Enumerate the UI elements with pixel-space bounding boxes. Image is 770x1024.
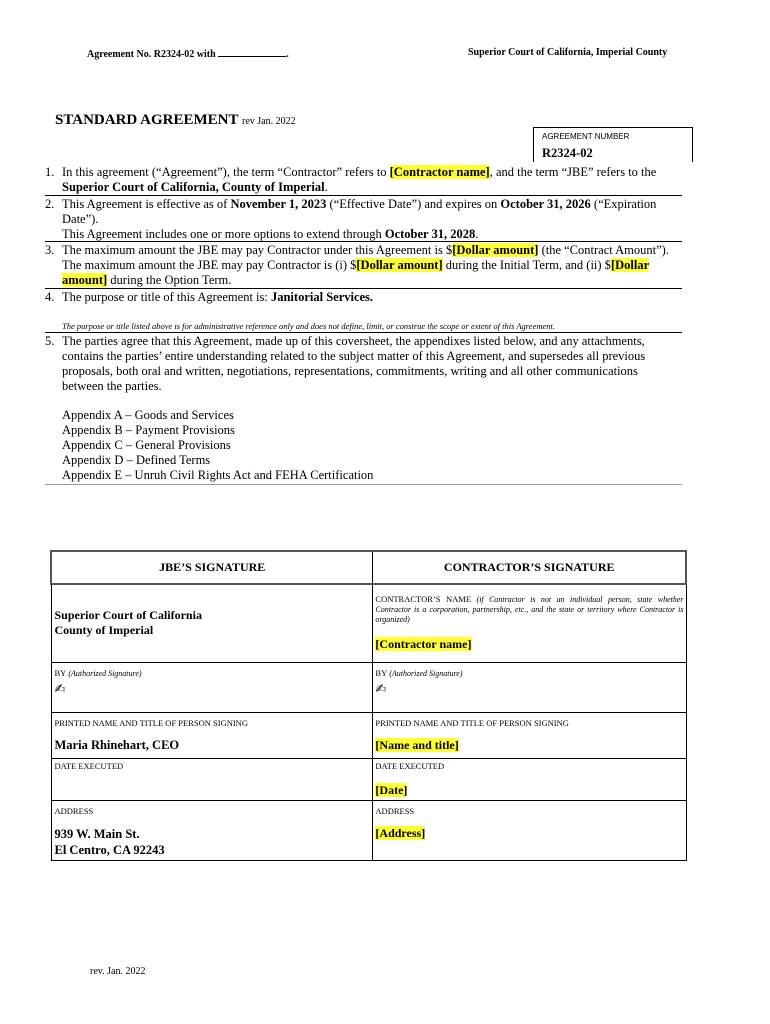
jbe-by-label: BY [54,667,67,678]
agreement-number-label: AGREEMENT NUMBER [542,132,630,141]
header-agreement-suffix: . [286,49,289,60]
divider-5 [45,484,682,485]
purpose-note: The purpose or title listed above is for administrative reference only and does not define, limit, or construe the scope or extent of this Agreement. [62,321,555,331]
option-text: This Agreement includes one or more options to extend through [62,227,385,241]
item-5-text: The parties agree that this Agreement, made up of this coversheet, the appendixes listed below, and any attachments, contains the parties’ entire understanding related to the subject matter of this Agreement, and supersedes all previous proposals, both oral and written, negotiations, representations, commitments, writing and all other communications between the parties. [62,334,646,393]
jbe-address-line-1: 939 W. Main St. [54,826,140,841]
contractor-name-note: (if Contractor is not an individual person, state whether Contractor is a corporation, partnership, etc., and the state or territory where Contractor is organized) [375,595,684,624]
item-4-number: 4. [45,290,55,304]
contractor-by-cell[interactable] [373,662,686,712]
item-1-number: 1. [45,165,55,179]
item-3-number: 3. [45,243,55,257]
jbe-printed-cell [51,712,373,758]
footer-revision: rev. Jan. 2022 [90,966,146,977]
contractor-printed-cell [373,712,686,758]
printed-name-row [51,712,686,758]
title-rev: rev Jan. 2022 [241,116,296,127]
contractor-name-placeholder[interactable]: [Contractor name] [389,165,490,179]
contractor-date-cell [373,758,686,800]
appendix-item: Appendix A – Goods and Services [62,408,234,422]
agreement-number-value: R2324-02 [542,146,593,160]
jbe-address-label: ADDRESS [54,805,94,816]
signature-header-row [51,551,686,584]
contractor-name-field[interactable]: [Contractor name] [375,637,472,651]
title-main: STANDARD AGREEMENT [55,112,239,128]
contract-amount-placeholder[interactable]: [Dollar amount] [452,243,539,257]
header-court: Superior Court of California, Imperial County [468,47,668,58]
jbe-name-cell [51,584,373,662]
pen-signature-icon: ✍ [375,681,387,697]
date-row [51,758,686,800]
contractor-by-note: (Authorized Signature) [389,668,463,678]
divider-2 [45,241,682,242]
option-date: October 31, 2028 [384,227,476,241]
contractor-name-label: CONTRACTOR’S NAME [375,594,472,604]
pen-signature-icon: ✍ [54,681,66,697]
document-title [55,112,296,129]
contractor-date-field[interactable]: [Date] [375,782,408,797]
item-3-text-c: during the Initial Term, and (ii) $ [442,258,611,272]
item-3 [45,243,685,288]
item-2-text-b: (“Effective Date”) and expires on [326,197,501,211]
contractor-printed-label: PRINTED NAME AND TITLE OF PERSON SIGNING [375,717,569,728]
jbe-by-note: (Authorized Signature) [68,668,142,678]
by-row [51,662,686,712]
item-1-court: Superior Court of California, County of Imperial [62,180,325,194]
appendix-item: Appendix C – General Provisions [62,438,231,452]
divider-3 [45,288,682,289]
item-2 [45,197,685,242]
item-1-text-b: , and the term “JBE” refers to the [489,165,657,179]
jbe-date-label: DATE EXECUTED [54,760,124,771]
jbe-address-line-2: El Centro, CA 92243 [54,842,165,857]
jbe-signature-header: JBE’S SIGNATURE [51,551,373,584]
jbe-printed-name: Maria Rhinehart, CEO [54,737,180,752]
item-3-text-a: The maximum amount the JBE may pay Contractor under this Agreement is $ [62,243,453,257]
header-agreement-prefix: Agreement No. R2324-02 with [87,49,216,60]
contractor-address-cell [373,800,686,860]
jbe-name-line-1: Superior Court of California [54,608,202,623]
item-1 [45,165,685,195]
jbe-name-line-2: County of Imperial [54,623,154,638]
appendix-item: Appendix B – Payment Provisions [62,423,235,437]
contractor-date-label: DATE EXECUTED [375,760,445,771]
effective-date: November 1, 2023 [230,197,327,211]
item-5-number: 5. [45,334,55,348]
header-agreement-number [87,47,289,60]
item-2-number: 2. [45,197,55,211]
option-term-amount-placeholder[interactable]: [Dollar amount] [62,258,650,287]
item-4-text: The purpose or title of this Agreement is: [62,290,271,304]
contractor-signature-header: CONTRACTOR’S SIGNATURE [373,551,686,584]
item-5 [45,334,660,394]
signature-table [50,550,687,861]
item-2-text-c: (“Expiration Date”). [62,197,657,226]
jbe-address-cell [51,800,373,860]
agreement-purpose: Janitorial Services. [270,290,374,304]
name-row [51,584,686,662]
item-2-text-a: This Agreement is effective as of [62,197,231,211]
address-row [51,800,686,860]
contractor-blank-line [218,47,286,57]
contractor-name-cell [373,584,686,662]
item-1-text-c: . [324,180,328,194]
jbe-date-cell[interactable] [51,758,373,800]
contractor-printed-field[interactable]: [Name and title] [375,737,459,752]
contractor-address-label: ADDRESS [375,805,415,816]
item-4 [45,290,685,305]
item-1-text-a: In this agreement (“Agreement”), the term “Contractor” refers to [62,165,390,179]
appendix-item: Appendix D – Defined Terms [62,453,211,467]
divider-4 [45,332,682,333]
contractor-address-field[interactable]: [Address] [375,825,426,840]
item-3-text-d: during the Option Term. [107,273,232,287]
appendix-item: Appendix E – Unruh Civil Rights Act and FEHA Certification [62,468,374,482]
initial-term-amount-placeholder[interactable]: [Dollar amount] [356,258,443,272]
option-text-end: . [475,227,479,241]
agreement-number-box [533,127,693,162]
jbe-by-cell[interactable] [51,662,373,712]
expiration-date: October 31, 2026 [500,197,591,211]
jbe-printed-label: PRINTED NAME AND TITLE OF PERSON SIGNING [54,717,248,728]
item-3-text-b: (the “Contract Amount”). The maximum amount the JBE may pay Contractor is (i) $ [62,243,669,272]
appendix-list [62,408,373,483]
contractor-by-label: BY [375,667,388,678]
divider-1 [45,195,682,196]
